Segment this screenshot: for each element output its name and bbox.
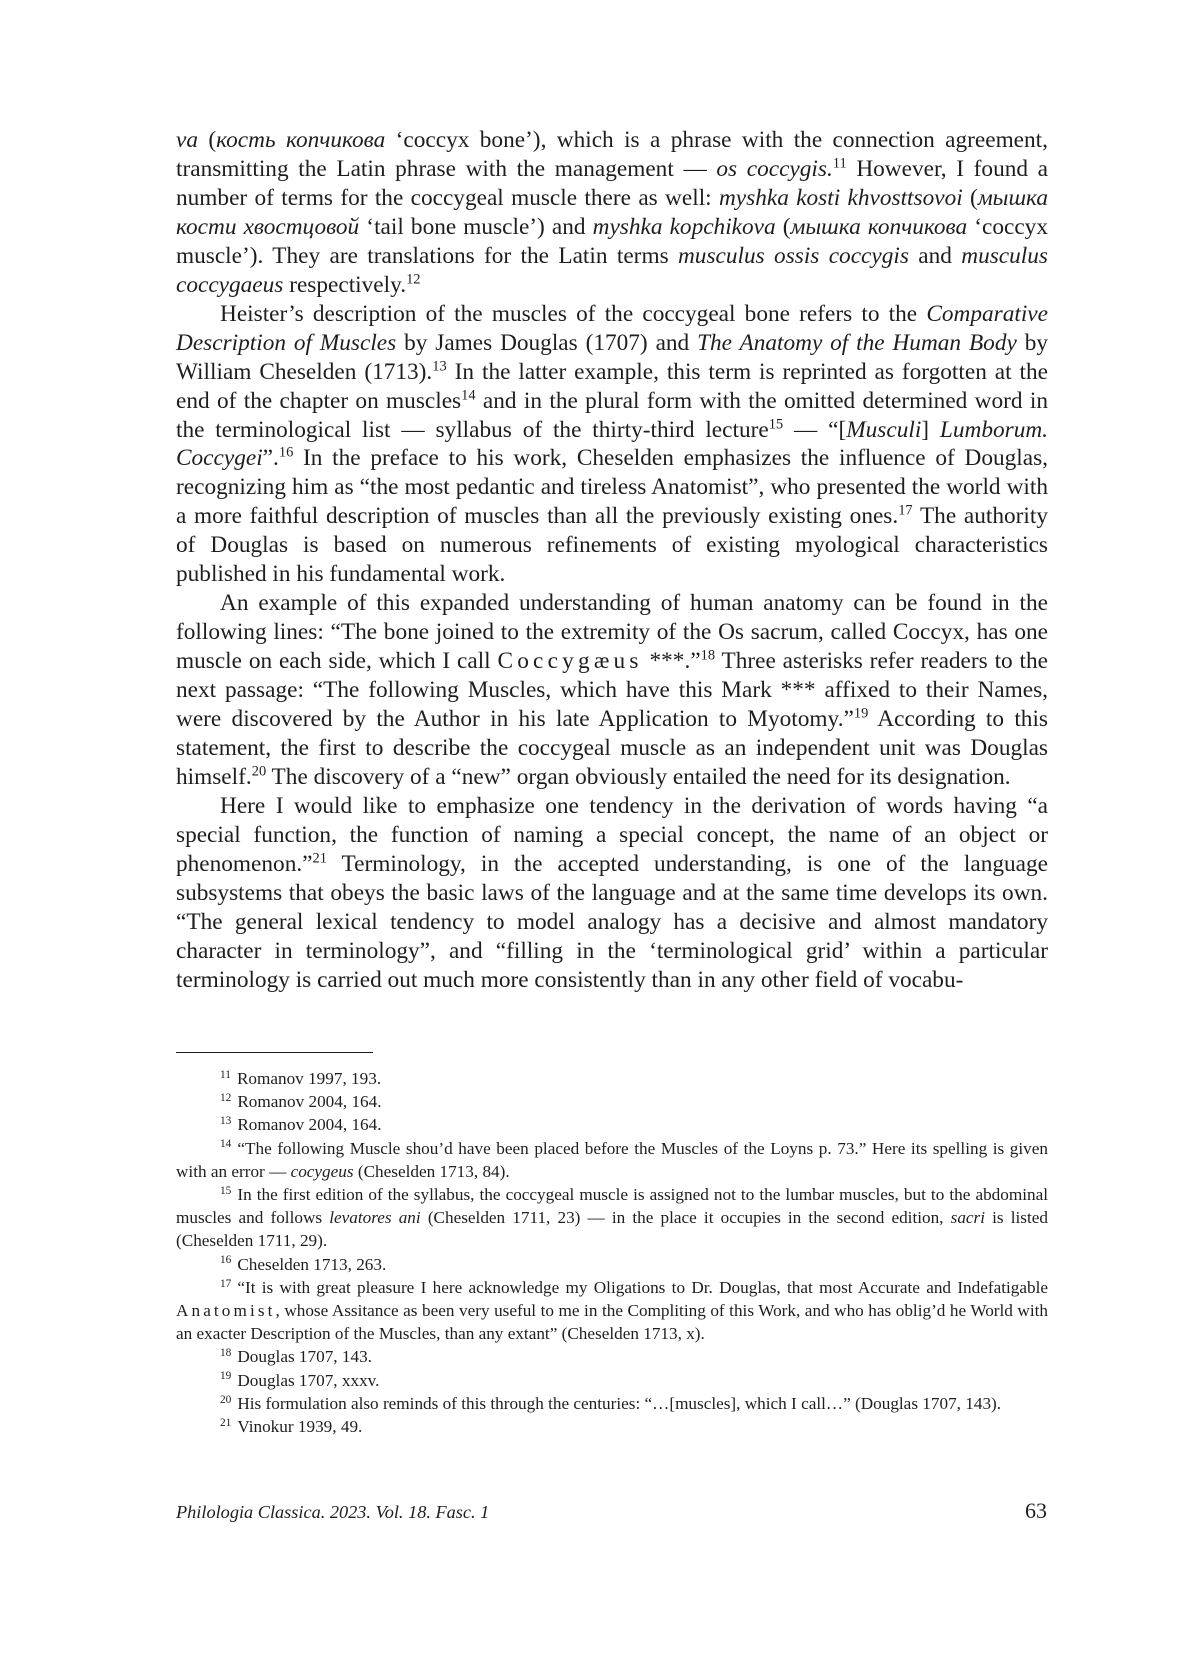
body-paragraph (176, 126, 1048, 300)
footnote (176, 1345, 1048, 1368)
footnote-reference: 11 (832, 155, 847, 172)
text-run: is listed (Cheselden 1711, 29). (176, 1208, 1048, 1251)
main-text (176, 126, 1048, 995)
italic-text: os coccygis. (716, 155, 833, 182)
footnote (176, 1183, 1048, 1253)
text-run: Romanov 1997, 193. (236, 1069, 382, 1088)
footnote-number: 19 (220, 1370, 232, 1383)
footnote (176, 1113, 1048, 1136)
footnote-number: 13 (220, 1115, 232, 1128)
footnote-number: 18 (220, 1347, 232, 1360)
page-number: 63 (1025, 1498, 1047, 1523)
footnote-reference: 17 (898, 503, 913, 520)
italic-text: мышка кости хвостцовой (176, 184, 1049, 240)
text-run: The discovery of a “new” organ obviously entailed the need for its designation. (266, 763, 1011, 790)
text-run: According to this statement, the first to describe the coccygeal muscle as an independent unit was Douglas himself. (176, 706, 1048, 790)
footnote (176, 1276, 1048, 1346)
text-run: Douglas 1707, 143. (237, 1347, 372, 1367)
italic-text: кость копчикова (216, 127, 386, 153)
text-run: ( (962, 184, 978, 211)
footnote-number: 16 (220, 1254, 232, 1267)
footnote-reference: 20 (251, 763, 267, 780)
text-run: , whose Assitance as been very useful to me in the Compliting of this Work, and who has oblig’d he World with an exacter Description of the Muscles, than any extant” (Cheselden 1713, x). (176, 1301, 1048, 1344)
body-paragraph (176, 589, 1048, 792)
footnote (176, 1067, 1048, 1090)
text-run: ] (921, 416, 940, 443)
footnote-reference: 14 (461, 387, 476, 404)
text-run: ‘coccyx bone’), which is a phrase with the connection agreement, transmitting the Latin phrase with the management — (176, 127, 1048, 182)
text-run: ”. (262, 445, 279, 472)
italic-text: мышка копчикова (790, 213, 968, 240)
text-run: The authority of Douglas is based on numerous refinements of existing myological characteristics published in his fundamental work. (176, 503, 1048, 588)
text-run: His formulation also reminds of this through the centuries: “…[muscles], which I call…” (Douglas 1707, 143). (237, 1393, 1002, 1413)
footnote-number: 12 (220, 1091, 232, 1104)
footnotes (176, 1067, 1048, 1438)
footnote-reference: 13 (432, 358, 447, 375)
footnote-number: 21 (220, 1416, 232, 1429)
text-run: Here I would like to emphasize one tendency in the derivation of words having “a special function, the function of naming a special concept, the name of an object or phenomenon.” (176, 792, 1048, 877)
text-run: respectively. (283, 271, 407, 298)
italic-text: myshka kosti khvosttsovoi (718, 184, 963, 211)
text-run: Douglas 1707, xxxv. (237, 1370, 380, 1390)
italic-text: Musculi (846, 416, 922, 443)
italic-text: va (176, 127, 198, 153)
text-run: ‘coccyx muscle’). They are translations for the Latin terms (176, 213, 1048, 269)
footnote-number: 11 (220, 1068, 231, 1081)
footnote-reference: 16 (278, 445, 294, 462)
text-run: ( (198, 127, 217, 153)
text-run: In the preface to his work, Cheselden emphasizes the influence of Douglas, recognizing him as “the most pedantic and tireless Anatomist”, who presented the world with a more faithful description of muscles than all the previously existing ones. (176, 445, 1048, 530)
footnote-number: 20 (220, 1393, 232, 1406)
text-run: by William Cheselden (1713). (176, 329, 1048, 385)
footnote (176, 1137, 1048, 1183)
italic-text: Comparative Description of Muscles (176, 300, 1048, 356)
footnote-number: 15 (220, 1184, 232, 1197)
footnote-reference: 21 (312, 850, 327, 867)
text-run: An example of this expanded understanding of human anatomy can be found in the following lines: “The bone joined to the extremity of the Os sacrum, called Coccyx, has one muscle on each side, which I call (176, 590, 1048, 675)
italic-text: sacri (950, 1208, 985, 1228)
footnote (176, 1253, 1048, 1276)
spaced-term: Coccygæus (497, 648, 643, 675)
italic-text: levatores ani (329, 1208, 421, 1228)
italic-text: myshka kopchikova (592, 213, 776, 240)
footnote-reference: 19 (853, 705, 869, 722)
footnote (176, 1090, 1048, 1113)
text-run: (Cheselden 1713, 84). (353, 1161, 510, 1181)
footnote-number: 14 (220, 1138, 232, 1151)
body-paragraph (176, 792, 1048, 995)
italic-text: The Anatomy of the Human Body (697, 329, 1017, 356)
footnote-reference: 18 (700, 647, 716, 664)
text-run: Cheselden 1713, 263. (237, 1254, 387, 1274)
italic-text: musculus ossis coccygis (677, 242, 909, 269)
footnote (176, 1392, 1048, 1415)
footnote-number: 17 (220, 1277, 232, 1290)
italic-text: musculus coccygaeus (176, 242, 1048, 298)
italic-text: cocygeus (290, 1161, 354, 1181)
text-run: ( (775, 213, 791, 240)
footnote-reference: 15 (768, 416, 784, 433)
text-run: — “[ (783, 416, 847, 443)
text-run: and (908, 242, 962, 269)
text-run: In the first edition of the syllabus, the coccygeal muscle is assigned not to the lumbar muscles, but to the abdominal muscles and follows (176, 1185, 1048, 1228)
text-run: Terminology, in the accepted understanding, is one of the language subsystems that obeys the basic laws of the language and at the same time develops its own. “The general lexical tendency to model analogy has a decisive and almost mandatory character in terminology”, and “filling in the ‘terminological grid’ within a particular terminology is carried out much more consistently than in any other field of vocabu- (176, 850, 1048, 993)
footnote-reference: 12 (406, 271, 421, 288)
journal-citation: Philologia Classica. 2023. Vol. 18. Fasc. 1 (176, 1502, 490, 1522)
text-run: (Cheselden 1711, 23) — in the place it occupies in the second edition, (420, 1208, 951, 1228)
text-run: ***.” (642, 648, 701, 675)
text-run: “The following Muscle shou’d have been placed before the Muscles of the Loyns p. 73.” Here its spelling is given with an error — (176, 1138, 1048, 1181)
footnote-separator (176, 1052, 373, 1053)
text-run: Romanov 2004, 164. (237, 1115, 382, 1135)
body-paragraph (176, 300, 1048, 590)
text-run: and in the plural form with the omitted determined word in the terminological list — syllabus of the thirty-third lecture (176, 387, 1049, 443)
text-run: ‘tail bone muscle’) and (359, 213, 593, 240)
spaced-term: Anatomist (176, 1301, 276, 1321)
footnote (176, 1415, 1048, 1438)
footnote (176, 1369, 1048, 1392)
italic-text: Lumborum. Coccygei (176, 416, 1048, 472)
text-run: “It is with great pleasure I here acknowledge my Oligations to Dr. Douglas, that most Accurate and Indefatigable (237, 1277, 1048, 1297)
text-run: by James Douglas (1707) and (396, 329, 698, 356)
text-run: Heister’s description of the muscles of the coccygeal bone refers to the (220, 300, 927, 327)
text-run: Romanov 2004, 164. (237, 1092, 382, 1112)
text-run: Vinokur 1939, 49. (237, 1417, 363, 1437)
text-run: Three asterisks refer readers to the next passage: “The following Muscles, which have this Mark *** affixed to their Names, were discovered by the Author in his late Application to Myotomy.” (176, 648, 1048, 733)
text-run: However, I found a number of terms for the coccygeal muscle there as well: (176, 155, 1048, 211)
text-run: In the latter example, this term is reprinted as forgotten at the end of the chapter on muscles (176, 358, 1048, 414)
